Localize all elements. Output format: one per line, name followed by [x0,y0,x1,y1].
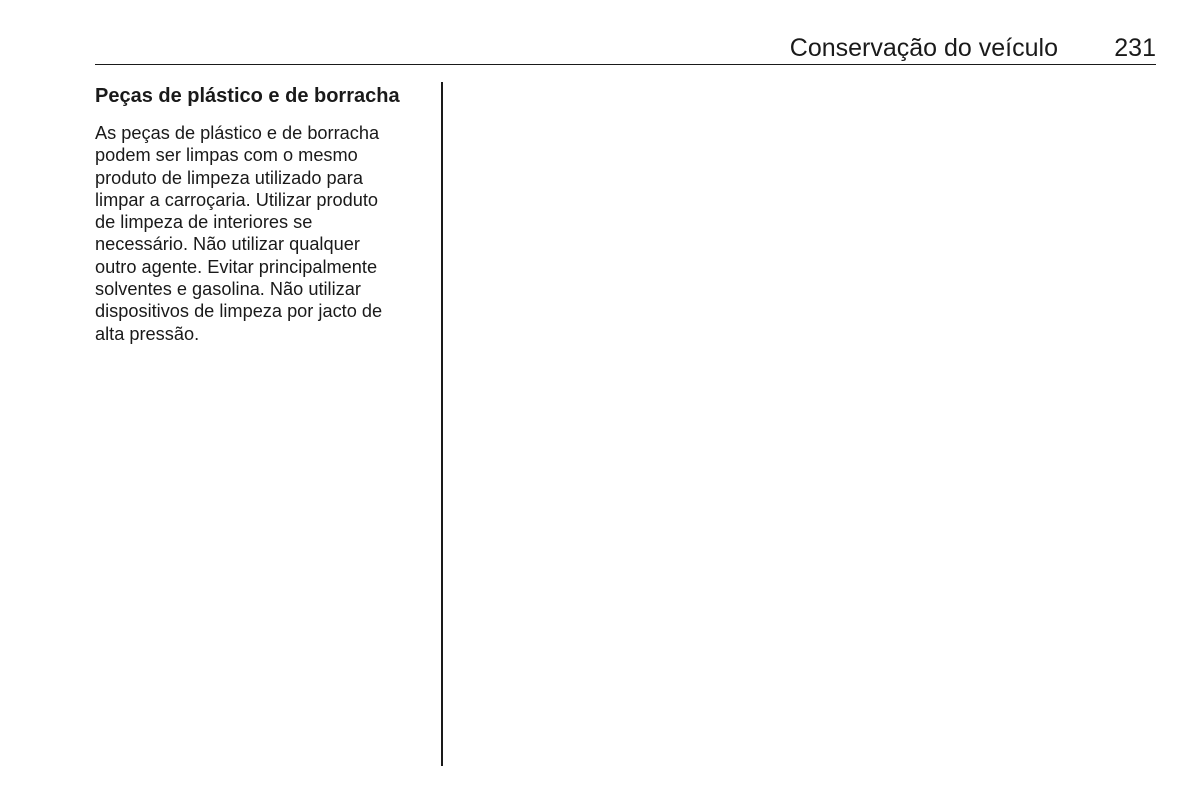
section-heading: Peças de plástico e de borracha [95,85,400,107]
body-line: outro agente. Evitar principalmente [95,256,378,277]
body-line: necessário. Não utilizar qualquer [95,234,360,255]
body-line: dispositivos de limpeza por jacto de [95,301,383,322]
page-header [95,30,1156,65]
body-line: alta pressão. [95,323,200,344]
left-column [95,84,425,345]
body-line: limpar a carroçaria. Utilizar produto [95,189,379,210]
body-line: solventes e gasolina. Não utilizar [95,279,361,300]
body-line: produto de limpeza utilizado para [95,167,363,188]
header-title: Conservação do veículo [789,34,1058,62]
body-line: de limpeza de interiores se [95,212,313,233]
page-number: 231 [1114,34,1156,62]
section-body [95,122,425,345]
body-line: podem ser limpas com o mesmo [95,145,358,166]
body-line: As peças de plástico e de borracha [95,123,380,143]
column-divider [441,82,443,766]
